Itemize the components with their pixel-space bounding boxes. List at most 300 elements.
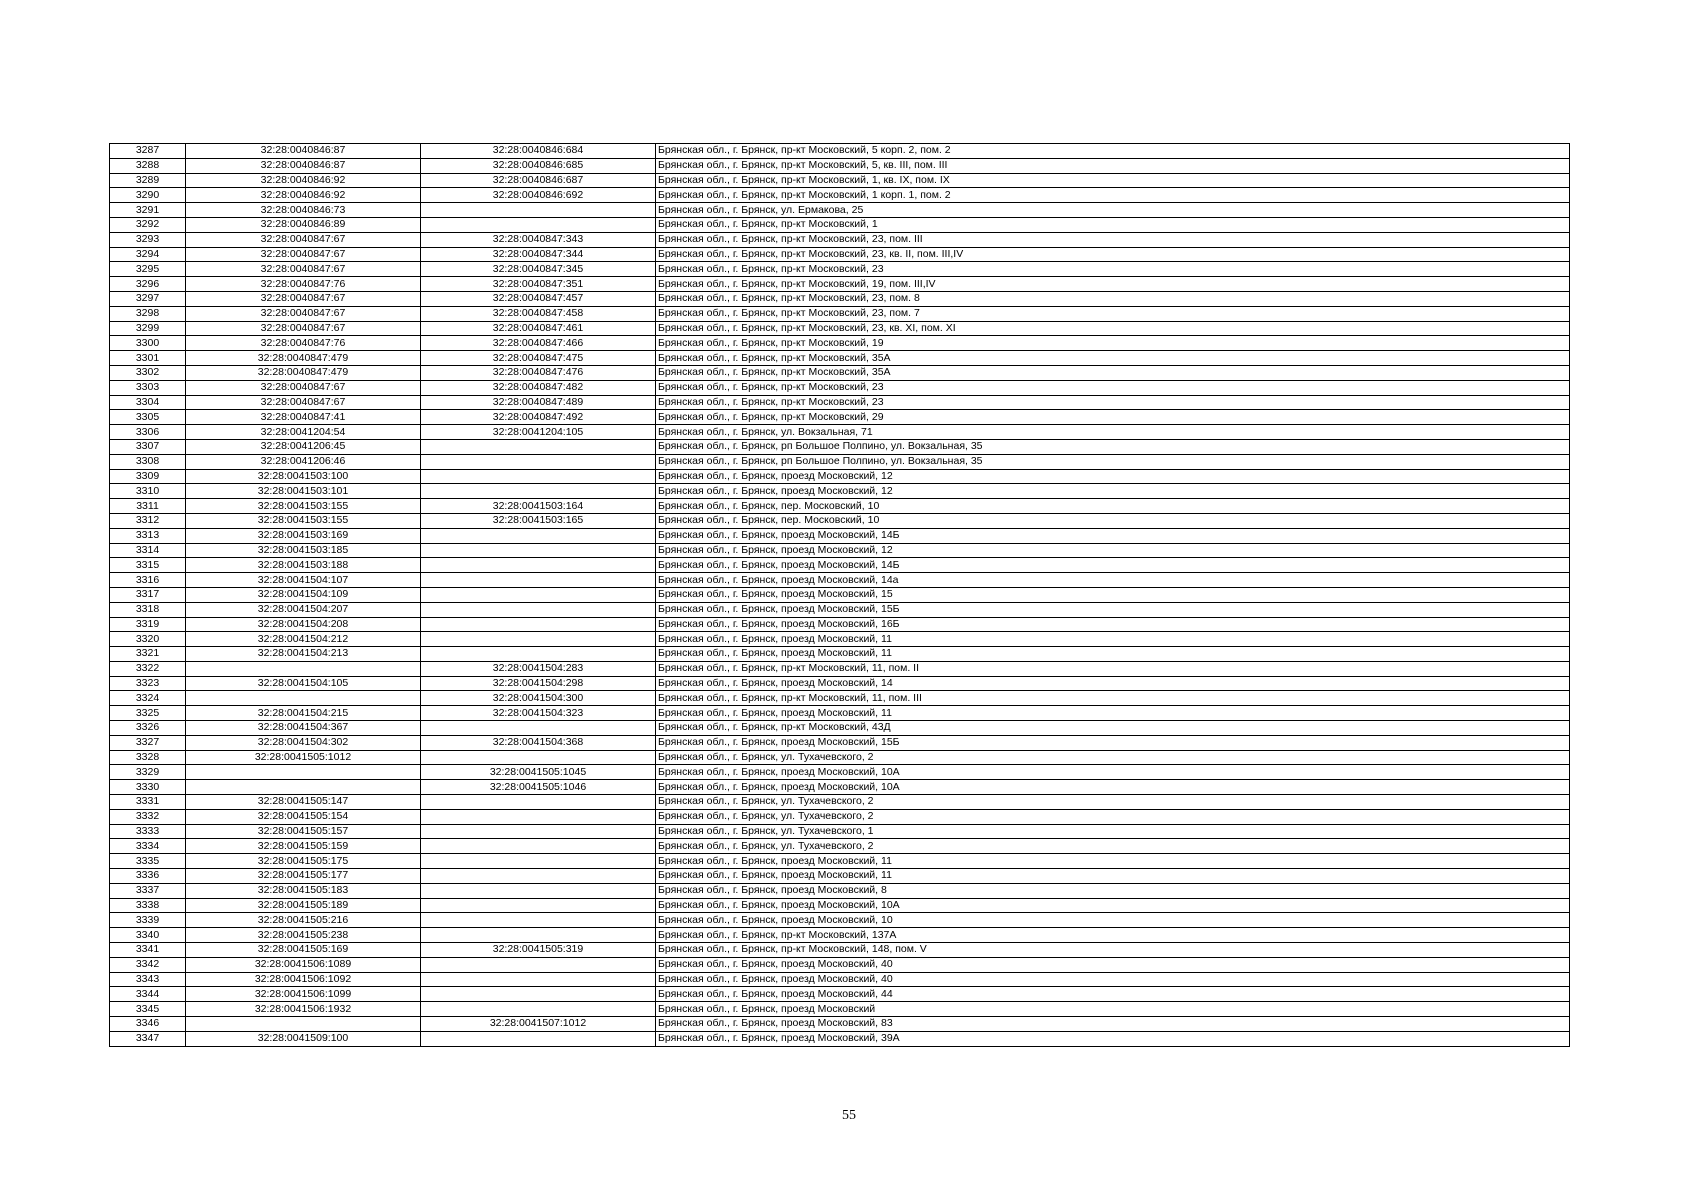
cadastral-number-land-cell: 32:28:0040846:92 [186,173,421,188]
row-number-cell: 3295 [110,262,186,277]
table-row [110,617,1570,632]
cadastral-number-land-cell: 32:28:0041505:1012 [186,750,421,765]
table-row [110,395,1570,410]
address-cell: Брянская обл., г. Брянск, пр-кт Московский, 35А [656,365,1570,380]
row-number-cell: 3301 [110,351,186,366]
table-row [110,943,1570,958]
cadastral-number-object-cell [421,1002,656,1017]
cadastral-number-object-cell [421,809,656,824]
table-row [110,188,1570,203]
cadastral-number-object-cell: 32:28:0041505:1045 [421,765,656,780]
address-cell: Брянская обл., г. Брянск, проезд Московский, 14 [656,676,1570,691]
address-cell: Брянская обл., г. Брянск, пр-кт Московский, 23, пом. 7 [656,306,1570,321]
row-number-cell: 3327 [110,735,186,750]
row-number-cell: 3331 [110,795,186,810]
row-number-cell: 3343 [110,972,186,987]
address-cell: Брянская обл., г. Брянск, пр-кт Московский, 23, кв. II, пом. III,IV [656,247,1570,262]
cadastral-number-object-cell: 32:28:0040847:492 [421,410,656,425]
table-row [110,543,1570,558]
table-row [110,1031,1570,1046]
cadastral-number-object-cell: 32:28:0040847:457 [421,291,656,306]
table-row [110,632,1570,647]
table-row [110,987,1570,1002]
address-cell: Брянская обл., г. Брянск, проезд Московский [656,1002,1570,1017]
cadastral-number-land-cell: 32:28:0041504:302 [186,735,421,750]
table-row [110,336,1570,351]
row-number-cell: 3311 [110,499,186,514]
table-row [110,277,1570,292]
cadastral-number-land-cell: 32:28:0040847:76 [186,277,421,292]
cadastral-table [109,143,1570,1047]
row-number-cell: 3318 [110,602,186,617]
table-row [110,217,1570,232]
address-cell: Брянская обл., г. Брянск, пр-кт Московский, 23, пом. 8 [656,291,1570,306]
address-cell: Брянская обл., г. Брянск, проезд Московский, 12 [656,543,1570,558]
cadastral-number-land-cell: 32:28:0041503:188 [186,558,421,573]
row-number-cell: 3306 [110,425,186,440]
cadastral-number-object-cell: 32:28:0040847:476 [421,365,656,380]
address-cell: Брянская обл., г. Брянск, ул. Ермакова, 25 [656,203,1570,218]
address-cell: Брянская обл., г. Брянск, проезд Московский, 40 [656,957,1570,972]
address-cell: Брянская обл., г. Брянск, проезд Московский, 44 [656,987,1570,1002]
cadastral-number-object-cell: 32:28:0040847:475 [421,351,656,366]
address-cell: Брянская обл., г. Брянск, ул. Тухачевского, 1 [656,824,1570,839]
row-number-cell: 3342 [110,957,186,972]
table-row [110,913,1570,928]
table-row [110,439,1570,454]
row-number-cell: 3287 [110,144,186,159]
address-cell: Брянская обл., г. Брянск, проезд Московский, 15 [656,587,1570,602]
address-cell: Брянская обл., г. Брянск, пр-кт Московский, 11, пом. II [656,661,1570,676]
row-number-cell: 3307 [110,439,186,454]
cadastral-number-object-cell: 32:28:0040846:684 [421,144,656,159]
cadastral-number-object-cell: 32:28:0041504:323 [421,706,656,721]
row-number-cell: 3309 [110,469,186,484]
row-number-cell: 3338 [110,898,186,913]
row-number-cell: 3328 [110,750,186,765]
row-number-cell: 3288 [110,158,186,173]
cadastral-number-land-cell: 32:28:0040846:92 [186,188,421,203]
address-cell: Брянская обл., г. Брянск, пер. Московский, 10 [656,499,1570,514]
cadastral-number-land-cell: 32:28:0041503:155 [186,499,421,514]
table-row [110,809,1570,824]
cadastral-number-land-cell: 32:28:0040847:67 [186,291,421,306]
row-number-cell: 3299 [110,321,186,336]
cadastral-number-object-cell: 32:28:0040846:687 [421,173,656,188]
table-row [110,972,1570,987]
table-row [110,750,1570,765]
row-number-cell: 3335 [110,854,186,869]
table-row [110,691,1570,706]
table-row [110,928,1570,943]
row-number-cell: 3329 [110,765,186,780]
cadastral-number-object-cell: 32:28:0040847:482 [421,380,656,395]
row-number-cell: 3330 [110,780,186,795]
row-number-cell: 3320 [110,632,186,647]
address-cell: Брянская обл., г. Брянск, ул. Вокзальная, 71 [656,425,1570,440]
cadastral-number-object-cell: 32:28:0040847:461 [421,321,656,336]
cadastral-number-land-cell: 32:28:0041506:1092 [186,972,421,987]
cadastral-number-land-cell: 32:28:0040847:41 [186,410,421,425]
address-cell: Брянская обл., г. Брянск, пр-кт Московский, 23 [656,262,1570,277]
table-row [110,839,1570,854]
table-row [110,795,1570,810]
cadastral-number-land-cell: 32:28:0041503:100 [186,469,421,484]
cadastral-number-land-cell [186,1017,421,1032]
cadastral-number-object-cell [421,587,656,602]
table-row [110,173,1570,188]
cadastral-number-land-cell: 32:28:0041506:1932 [186,1002,421,1017]
cadastral-number-object-cell: 32:28:0041505:1046 [421,780,656,795]
row-number-cell: 3317 [110,587,186,602]
row-number-cell: 3298 [110,306,186,321]
row-number-cell: 3303 [110,380,186,395]
cadastral-number-land-cell: 32:28:0041206:45 [186,439,421,454]
cadastral-number-land-cell [186,765,421,780]
table-row [110,647,1570,662]
cadastral-number-land-cell: 32:28:0040847:67 [186,232,421,247]
cadastral-number-land-cell: 32:28:0041506:1089 [186,957,421,972]
cadastral-number-land-cell: 32:28:0041504:215 [186,706,421,721]
cadastral-number-land-cell: 32:28:0041506:1099 [186,987,421,1002]
cadastral-number-land-cell: 32:28:0040847:67 [186,247,421,262]
row-number-cell: 3336 [110,869,186,884]
cadastral-number-land-cell [186,661,421,676]
cadastral-number-object-cell: 32:28:0041503:165 [421,513,656,528]
cadastral-number-land-cell: 32:28:0041505:169 [186,943,421,958]
address-cell: Брянская обл., г. Брянск, проезд Московский, 11 [656,632,1570,647]
cadastral-number-object-cell [421,217,656,232]
cadastral-number-land-cell: 32:28:0041505:177 [186,869,421,884]
table-row [110,661,1570,676]
table-row [110,247,1570,262]
table-row [110,883,1570,898]
cadastral-number-object-cell [421,528,656,543]
cadastral-number-land-cell: 32:28:0041504:208 [186,617,421,632]
row-number-cell: 3326 [110,721,186,736]
row-number-cell: 3347 [110,1031,186,1046]
cadastral-number-land-cell: 32:28:0041204:54 [186,425,421,440]
table-row [110,410,1570,425]
table-row [110,765,1570,780]
row-number-cell: 3316 [110,573,186,588]
cadastral-number-land-cell: 32:28:0040846:87 [186,144,421,159]
address-cell: Брянская обл., г. Брянск, проезд Московский, 11 [656,854,1570,869]
table-body [110,144,1570,1047]
cadastral-number-land-cell: 32:28:0041503:185 [186,543,421,558]
address-cell: Брянская обл., г. Брянск, пр-кт Московский, 5 корп. 2, пом. 2 [656,144,1570,159]
address-cell: Брянская обл., г. Брянск, проезд Московский, 12 [656,484,1570,499]
cadastral-number-land-cell: 32:28:0041505:216 [186,913,421,928]
table-row [110,306,1570,321]
table-row [110,573,1570,588]
row-number-cell: 3300 [110,336,186,351]
address-cell: Брянская обл., г. Брянск, пер. Московский, 10 [656,513,1570,528]
table-row [110,1017,1570,1032]
cadastral-number-land-cell [186,691,421,706]
address-cell: Брянская обл., г. Брянск, пр-кт Московский, 1, кв. IX, пом. IX [656,173,1570,188]
row-number-cell: 3313 [110,528,186,543]
table-row [110,528,1570,543]
cadastral-number-object-cell [421,839,656,854]
address-cell: Брянская обл., г. Брянск, проезд Московский, 83 [656,1017,1570,1032]
cadastral-number-object-cell [421,647,656,662]
table-row [110,780,1570,795]
cadastral-number-object-cell [421,883,656,898]
cadastral-number-object-cell: 32:28:0040847:345 [421,262,656,277]
cadastral-number-object-cell [421,854,656,869]
row-number-cell: 3292 [110,217,186,232]
cadastral-number-object-cell: 32:28:0040847:351 [421,277,656,292]
cadastral-number-land-cell: 32:28:0040847:76 [186,336,421,351]
address-cell: Брянская обл., г. Брянск, рп Большое Полпино, ул. Вокзальная, 35 [656,439,1570,454]
address-cell: Брянская обл., г. Брянск, ул. Тухачевского, 2 [656,750,1570,765]
cadastral-number-object-cell: 32:28:0040847:458 [421,306,656,321]
cadastral-number-land-cell: 32:28:0040847:67 [186,321,421,336]
row-number-cell: 3340 [110,928,186,943]
row-number-cell: 3297 [110,291,186,306]
address-cell: Брянская обл., г. Брянск, проезд Московский, 16Б [656,617,1570,632]
cadastral-number-land-cell: 32:28:0041504:105 [186,676,421,691]
address-cell: Брянская обл., г. Брянск, проезд Московский, 14Б [656,558,1570,573]
table-row [110,365,1570,380]
address-cell: Брянская обл., г. Брянск, пр-кт Московский, 43Д [656,721,1570,736]
address-cell: Брянская обл., г. Брянск, проезд Московский, 11 [656,869,1570,884]
cadastral-number-object-cell [421,454,656,469]
cadastral-number-land-cell: 32:28:0040847:67 [186,262,421,277]
cadastral-number-object-cell: 32:28:0041504:283 [421,661,656,676]
cadastral-number-object-cell: 32:28:0040846:692 [421,188,656,203]
cadastral-number-land-cell: 32:28:0041509:100 [186,1031,421,1046]
table-row [110,425,1570,440]
cadastral-number-object-cell [421,484,656,499]
row-number-cell: 3319 [110,617,186,632]
cadastral-number-land-cell: 32:28:0041505:175 [186,854,421,869]
row-number-cell: 3323 [110,676,186,691]
row-number-cell: 3345 [110,1002,186,1017]
table-row [110,158,1570,173]
address-cell: Брянская обл., г. Брянск, проезд Московский, 11 [656,647,1570,662]
table-row [110,291,1570,306]
cadastral-number-object-cell: 32:28:0040847:489 [421,395,656,410]
cadastral-number-land-cell: 32:28:0040847:67 [186,395,421,410]
cadastral-number-land-cell: 32:28:0041206:46 [186,454,421,469]
cadastral-number-land-cell: 32:28:0041505:157 [186,824,421,839]
table-row [110,380,1570,395]
cadastral-number-land-cell: 32:28:0041504:207 [186,602,421,617]
address-cell: Брянская обл., г. Брянск, проезд Московский, 12 [656,469,1570,484]
address-cell: Брянская обл., г. Брянск, пр-кт Московский, 137А [656,928,1570,943]
row-number-cell: 3314 [110,543,186,558]
table-row [110,676,1570,691]
cadastral-number-object-cell [421,203,656,218]
table-row [110,957,1570,972]
table-row [110,735,1570,750]
row-number-cell: 3332 [110,809,186,824]
cadastral-number-object-cell [421,602,656,617]
cadastral-number-land-cell: 32:28:0041504:109 [186,587,421,602]
cadastral-number-land-cell: 32:28:0041503:101 [186,484,421,499]
address-cell: Брянская обл., г. Брянск, проезд Московский, 10А [656,765,1570,780]
row-number-cell: 3296 [110,277,186,292]
cadastral-number-land-cell: 32:28:0041504:367 [186,721,421,736]
cadastral-number-object-cell [421,795,656,810]
cadastral-number-object-cell [421,824,656,839]
cadastral-number-land-cell: 32:28:0041503:169 [186,528,421,543]
address-cell: Брянская обл., г. Брянск, проезд Московский, 10А [656,898,1570,913]
cadastral-number-land-cell: 32:28:0040847:67 [186,380,421,395]
table-row [110,454,1570,469]
cadastral-number-object-cell [421,898,656,913]
cadastral-number-land-cell: 32:28:0041505:189 [186,898,421,913]
row-number-cell: 3321 [110,647,186,662]
cadastral-number-object-cell [421,439,656,454]
cadastral-number-object-cell: 32:28:0040847:344 [421,247,656,262]
address-cell: Брянская обл., г. Брянск, проезд Московский, 40 [656,972,1570,987]
table-row [110,558,1570,573]
address-cell: Брянская обл., г. Брянск, ул. Тухачевского, 2 [656,839,1570,854]
page-number: 55 [842,1108,856,1123]
address-cell: Брянская обл., г. Брянск, ул. Тухачевского, 2 [656,795,1570,810]
table-row [110,721,1570,736]
cadastral-number-land-cell: 32:28:0040847:479 [186,351,421,366]
cadastral-number-object-cell [421,957,656,972]
address-cell: Брянская обл., г. Брянск, пр-кт Московский, 19 [656,336,1570,351]
cadastral-number-land-cell: 32:28:0041503:155 [186,513,421,528]
cadastral-number-object-cell: 32:28:0041507:1012 [421,1017,656,1032]
cadastral-number-object-cell [421,913,656,928]
address-cell: Брянская обл., г. Брянск, рп Большое Полпино, ул. Вокзальная, 35 [656,454,1570,469]
table-row [110,203,1570,218]
row-number-cell: 3290 [110,188,186,203]
row-number-cell: 3315 [110,558,186,573]
row-number-cell: 3324 [110,691,186,706]
cadastral-number-object-cell [421,972,656,987]
table-row [110,513,1570,528]
address-cell: Брянская обл., г. Брянск, проезд Московский, 11 [656,706,1570,721]
table-row [110,321,1570,336]
row-number-cell: 3334 [110,839,186,854]
address-cell: Брянская обл., г. Брянск, проезд Московский, 15Б [656,602,1570,617]
address-cell: Брянская обл., г. Брянск, проезд Московский, 39А [656,1031,1570,1046]
cadastral-number-object-cell: 32:28:0041204:105 [421,425,656,440]
cadastral-number-object-cell [421,928,656,943]
row-number-cell: 3333 [110,824,186,839]
row-number-cell: 3305 [110,410,186,425]
cadastral-number-land-cell: 32:28:0041505:238 [186,928,421,943]
address-cell: Брянская обл., г. Брянск, пр-кт Московский, 29 [656,410,1570,425]
cadastral-number-object-cell [421,750,656,765]
table-row [110,602,1570,617]
address-cell: Брянская обл., г. Брянск, пр-кт Московский, 35А [656,351,1570,366]
cadastral-number-object-cell [421,469,656,484]
address-cell: Брянская обл., г. Брянск, проезд Московский, 10А [656,780,1570,795]
row-number-cell: 3304 [110,395,186,410]
table-row [110,484,1570,499]
cadastral-number-object-cell: 32:28:0041504:298 [421,676,656,691]
cadastral-number-land-cell: 32:28:0041504:213 [186,647,421,662]
cadastral-number-land-cell: 32:28:0041505:159 [186,839,421,854]
row-number-cell: 3337 [110,883,186,898]
cadastral-number-land-cell: 32:28:0041504:212 [186,632,421,647]
table-row [110,232,1570,247]
row-number-cell: 3302 [110,365,186,380]
cadastral-number-object-cell: 32:28:0041504:300 [421,691,656,706]
address-cell: Брянская обл., г. Брянск, пр-кт Московский, 23 [656,380,1570,395]
address-cell: Брянская обл., г. Брянск, пр-кт Московский, 19, пом. III,IV [656,277,1570,292]
table-row [110,144,1570,159]
table-row [110,262,1570,277]
address-cell: Брянская обл., г. Брянск, проезд Московский, 10 [656,913,1570,928]
address-cell: Брянская обл., г. Брянск, пр-кт Московский, 11, пом. III [656,691,1570,706]
cadastral-number-land-cell: 32:28:0040847:479 [186,365,421,380]
address-cell: Брянская обл., г. Брянск, пр-кт Московский, 5, кв. III, пом. III [656,158,1570,173]
address-cell: Брянская обл., г. Брянск, пр-кт Московский, 1 корп. 1, пом. 2 [656,188,1570,203]
cadastral-number-object-cell [421,1031,656,1046]
cadastral-number-land-cell: 32:28:0041505:154 [186,809,421,824]
address-cell: Брянская обл., г. Брянск, пр-кт Московский, 23 [656,395,1570,410]
cadastral-number-object-cell: 32:28:0040847:466 [421,336,656,351]
row-number-cell: 3325 [110,706,186,721]
cadastral-number-object-cell: 32:28:0041503:164 [421,499,656,514]
cadastral-number-land-cell [186,780,421,795]
table-row [110,898,1570,913]
cadastral-number-object-cell: 32:28:0041505:319 [421,943,656,958]
address-cell: Брянская обл., г. Брянск, проезд Московский, 8 [656,883,1570,898]
address-cell: Брянская обл., г. Брянск, пр-кт Московский, 1 [656,217,1570,232]
address-cell: Брянская обл., г. Брянск, пр-кт Московский, 148, пом. V [656,943,1570,958]
address-cell: Брянская обл., г. Брянск, проезд Московский, 14а [656,573,1570,588]
table-row [110,869,1570,884]
table-row [110,587,1570,602]
row-number-cell: 3308 [110,454,186,469]
row-number-cell: 3346 [110,1017,186,1032]
cadastral-number-object-cell [421,987,656,1002]
cadastral-number-object-cell: 32:28:0040846:685 [421,158,656,173]
row-number-cell: 3322 [110,661,186,676]
address-cell: Брянская обл., г. Брянск, проезд Московский, 14Б [656,528,1570,543]
table-row [110,469,1570,484]
cadastral-number-object-cell [421,573,656,588]
cadastral-number-object-cell [421,543,656,558]
cadastral-number-object-cell [421,632,656,647]
table-row [110,351,1570,366]
row-number-cell: 3344 [110,987,186,1002]
cadastral-number-land-cell: 32:28:0040846:87 [186,158,421,173]
cadastral-number-land-cell: 32:28:0041504:107 [186,573,421,588]
cadastral-number-land-cell: 32:28:0040847:67 [186,306,421,321]
row-number-cell: 3293 [110,232,186,247]
cadastral-number-object-cell [421,558,656,573]
address-cell: Брянская обл., г. Брянск, пр-кт Московский, 23, пом. III [656,232,1570,247]
address-cell: Брянская обл., г. Брянск, ул. Тухачевского, 2 [656,809,1570,824]
cadastral-number-object-cell: 32:28:0040847:343 [421,232,656,247]
row-number-cell: 3310 [110,484,186,499]
cadastral-number-land-cell: 32:28:0040846:89 [186,217,421,232]
table-row [110,499,1570,514]
row-number-cell: 3289 [110,173,186,188]
table-row [110,1002,1570,1017]
cadastral-number-object-cell [421,617,656,632]
row-number-cell: 3312 [110,513,186,528]
table-row [110,706,1570,721]
cadastral-number-land-cell: 32:28:0041505:183 [186,883,421,898]
cadastral-number-object-cell [421,869,656,884]
address-cell: Брянская обл., г. Брянск, пр-кт Московский, 23, кв. XI, пом. XI [656,321,1570,336]
cadastral-number-object-cell: 32:28:0041504:368 [421,735,656,750]
row-number-cell: 3341 [110,943,186,958]
table-row [110,854,1570,869]
